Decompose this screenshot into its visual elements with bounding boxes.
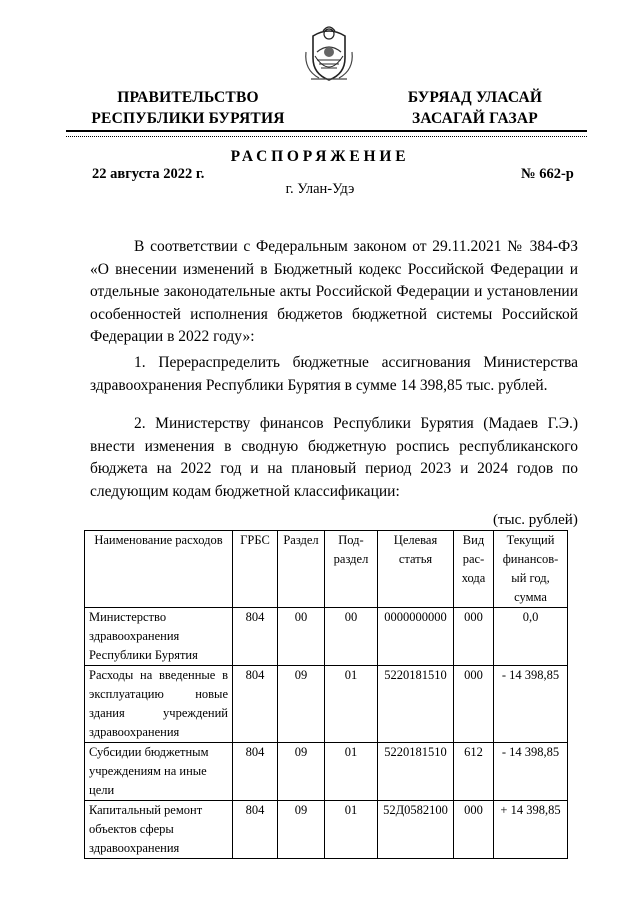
- clause-1-text: 1. Перераспределить бюджетные ассигнования Министерства здравоохранения Республики Бурятия в сумме 14 398,85 тыс. рублей.: [90, 354, 578, 394]
- preamble-text: В соответствии с Федеральным законом от 29.11.2021 № 384-ФЗ «О внесении изменений в Бюджетный кодекс Российской Федерации и отдельные законодательные акты Российской Федерации и установлении особенностей исполнения бюджетов бюджетной системы Российской Федерации в 2022 году»:: [90, 238, 578, 345]
- header-vid: Вид рас-хода: [454, 531, 494, 608]
- cell-celevaya: 52Д0582100: [378, 801, 454, 859]
- government-name-ru-line1: ПРАВИТЕЛЬСТВО: [117, 89, 259, 106]
- cell-name: Субсидии бюджетным учреждениям на иные цели: [85, 743, 233, 801]
- clause-1-paragraph: [90, 352, 578, 397]
- table-row: [85, 801, 568, 859]
- cell-celevaya: 0000000000: [378, 608, 454, 666]
- cell-name: Капитальный ремонт объектов сферы здравоохранения: [85, 801, 233, 859]
- cell-celevaya: 5220181510: [378, 743, 454, 801]
- table-row: [85, 608, 568, 666]
- cell-celevaya: 5220181510: [378, 666, 454, 743]
- table-row: [85, 666, 568, 743]
- document-title: РАСПОРЯЖЕНИЕ: [230, 148, 410, 165]
- cell-vid: 000: [454, 666, 494, 743]
- cell-grbs: 804: [233, 666, 278, 743]
- cell-razdel: 09: [278, 743, 325, 801]
- cell-grbs: 804: [233, 801, 278, 859]
- document-city: г. Улан-Удэ: [285, 181, 355, 197]
- government-name-bua-line1: БУРЯАД УЛАСАЙ: [407, 89, 543, 106]
- cell-razdel: 00: [278, 608, 325, 666]
- header-razdel: Раздел: [278, 531, 325, 608]
- header-celevaya: Целевая статья: [378, 531, 454, 608]
- table-unit-label: (тыс. рублей): [493, 512, 578, 528]
- cell-name: Министерство здравоохранения Республики Бурятия: [85, 608, 233, 666]
- government-name-bua: [380, 87, 570, 129]
- preamble-paragraph: [90, 236, 578, 349]
- cell-podrazdel: 01: [325, 666, 378, 743]
- cell-grbs: 804: [233, 608, 278, 666]
- coat-of-arms-icon: [303, 22, 355, 84]
- header-summa: Текущий финансов-ый год, сумма: [494, 531, 568, 608]
- header-rule: [66, 130, 587, 132]
- cell-razdel: 09: [278, 801, 325, 859]
- budget-table: [84, 530, 568, 859]
- cell-grbs: 804: [233, 743, 278, 801]
- document-number: № 662-р: [521, 166, 574, 182]
- header-dotted-rule: [66, 136, 587, 137]
- header-podrazdel: Под-раздел: [325, 531, 378, 608]
- cell-name: Расходы на введенные в эксплуатацию новые здания учреждений здравоохранения: [85, 666, 233, 743]
- clause-2-paragraph: [90, 413, 578, 503]
- cell-podrazdel: 01: [325, 743, 378, 801]
- header-grbs: ГРБС: [233, 531, 278, 608]
- table-header-row: [85, 531, 568, 608]
- cell-podrazdel: 00: [325, 608, 378, 666]
- cell-razdel: 09: [278, 666, 325, 743]
- cell-podrazdel: 01: [325, 801, 378, 859]
- clause-2-text: 2. Министерству финансов Республики Бурятия (Мадаев Г.Э.) внести изменения в сводную бюджетную роспись республиканского бюджета на 2022 год и на плановый период 2023 и 2024 годов по следующим кодам бюджетной классификации:: [90, 415, 578, 500]
- cell-vid: 000: [454, 801, 494, 859]
- document-date: 22 августа 2022 г.: [92, 166, 205, 182]
- table-row: [85, 743, 568, 801]
- cell-summa: - 14 398,85: [494, 743, 568, 801]
- government-name-ru: [88, 87, 288, 129]
- government-name-ru-line2: РЕСПУБЛИКИ БУРЯТИЯ: [91, 110, 285, 127]
- header-name: Наименование расходов: [85, 531, 233, 608]
- cell-summa: 0,0: [494, 608, 568, 666]
- cell-vid: 612: [454, 743, 494, 801]
- cell-summa: + 14 398,85: [494, 801, 568, 859]
- government-name-bua-line2: ЗАСАГАЙ ГАЗАР: [412, 110, 538, 127]
- cell-summa: - 14 398,85: [494, 666, 568, 743]
- cell-vid: 000: [454, 608, 494, 666]
